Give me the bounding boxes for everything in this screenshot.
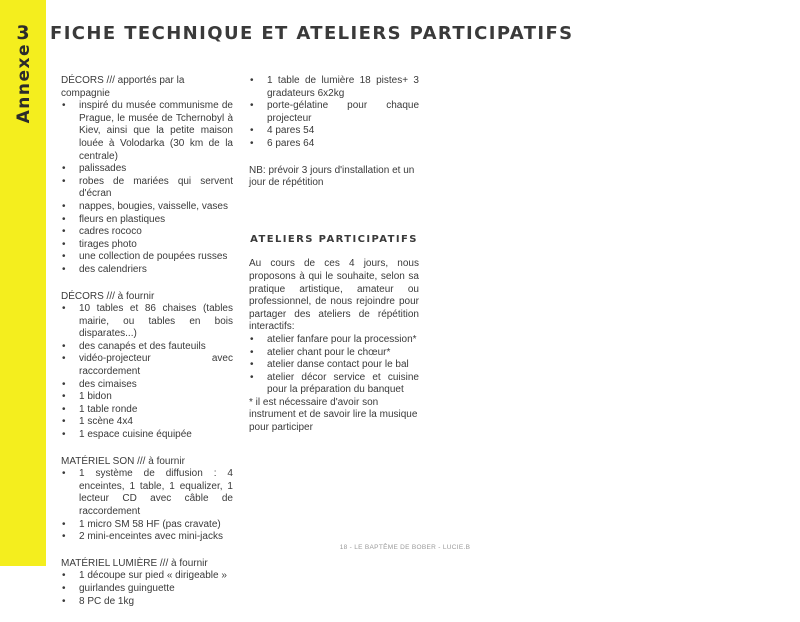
list-item: • 10 tables et 86 chaises (tables mairie, ou tables en bois disparates...) [61, 303, 233, 341]
list-item: • 2 mini-enceintes avec mini-jacks [61, 531, 233, 544]
list-item: • 1 scène 4x4 [61, 416, 233, 429]
list-item: • des cimaises [61, 379, 233, 392]
list-item: • 6 pares 64 [249, 138, 419, 151]
list-item: • nappes, bougies, vaisselle, vases [61, 201, 233, 214]
list-item: • atelier fanfare pour la procession* [249, 334, 419, 347]
list-item: • 4 pares 54 [249, 125, 419, 138]
list-item: • 1 table ronde [61, 404, 233, 417]
workshops-list [249, 334, 419, 397]
yellow-sidebar [0, 0, 46, 566]
decors-provide-list [61, 303, 233, 442]
list-item: • atelier décor service et cuisine pour la préparation du banquet [249, 372, 419, 397]
list-item: • une collection de poupées russes [61, 251, 233, 264]
list-item: • vidéo-projecteur avec raccordement [61, 353, 233, 378]
list-item: • guirlandes guinguette [61, 583, 233, 596]
list-item: • robes de mariées qui servent d'écran [61, 176, 233, 201]
right-column [249, 75, 419, 435]
list-item: • 1 découpe sur pied « dirigeable » [61, 570, 233, 583]
left-column [61, 75, 233, 622]
annex-label: Annexe [14, 42, 34, 124]
list-item: • 1 micro SM 58 HF (pas cravate) [61, 519, 233, 532]
list-item: • inspiré du musée communisme de Prague, le musée de Tchernobyl à Kiev, ainsi que la petite maison louée à Volodarka (30 km de la centrale) [61, 100, 233, 163]
decors-company-heading: DÉCORS /// apportés par la compagnie [61, 75, 185, 99]
installation-note: NB: prévoir 3 jours d'installation et un jour de répétition [249, 164, 415, 189]
list-item: • porte-gélatine pour chaque projecteur [249, 100, 419, 125]
decors-company-list [61, 100, 233, 276]
page-title: FICHE TECHNIQUE ET ATELIERS PARTICIPATIFS [50, 23, 574, 44]
list-item: • tirages photo [61, 239, 233, 252]
list-item: • palissades [61, 163, 233, 176]
light-heading: MATÉRIEL LUMIÈRE /// à fournir [61, 557, 208, 569]
list-item: • 1 espace cuisine équipée [61, 429, 233, 442]
list-item: • atelier danse contact pour le bal [249, 359, 419, 372]
list-item: • atelier chant pour le chœur* [249, 347, 419, 360]
sound-heading: MATÉRIEL SON /// à fournir [61, 455, 185, 467]
workshops-footnote: * il est nécessaire d'avoir son instrument et de savoir lire la musique pour participer [249, 396, 418, 434]
sound-list [61, 468, 233, 544]
list-item: • 1 bidon [61, 391, 233, 404]
list-item: • 1 table de lumière 18 pistes+ 3 gradateurs 6x2kg [249, 75, 419, 100]
list-item: • 8 PC de 1kg [61, 596, 233, 609]
light-list-part-1 [61, 570, 233, 608]
decors-provide-heading: DÉCORS /// à fournir [61, 290, 155, 302]
list-item: • des canapés et des fauteuils [61, 341, 233, 354]
page-footer: 18 - LE BAPTÊME DE BOBER - LUCIE.B [339, 544, 471, 551]
annex-label-wrap [10, 44, 38, 122]
list-item: • cadres rococo [61, 226, 233, 239]
list-item: • fleurs en plastiques [61, 214, 233, 227]
light-list-part-2 [249, 75, 419, 151]
workshops-intro: Au cours de ces 4 jours, nous proposons à qui le souhaite, selon sa pratique artistique, amateur ou professionnel, de nous rejoindre pour partager des ateliers de répétition interactifs: [249, 258, 419, 333]
section-number: 3 [16, 22, 30, 44]
list-item: • 1 système de diffusion : 4 enceintes, 1 table, 1 equalizer, 1 lecteur CD avec câble de raccordement [61, 468, 233, 518]
workshops-title: ATELIERS PARTICIPATIFS [250, 233, 418, 245]
list-item: • des calendriers [61, 264, 233, 277]
